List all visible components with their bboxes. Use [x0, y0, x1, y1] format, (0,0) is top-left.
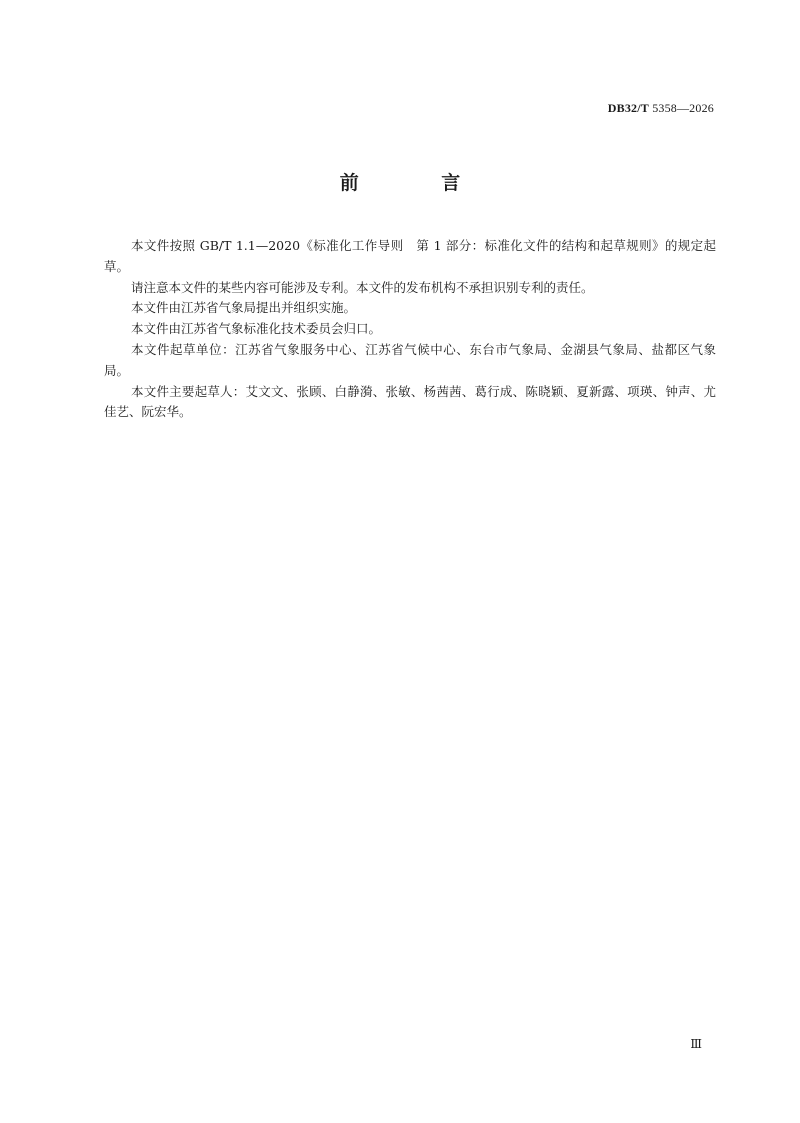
paragraph-drafters: 本文件主要起草人：艾文文、张顾、白静漪、张敏、杨茜茜、葛行成、陈晓颖、夏新露、项瑛、钟声、尤佳艺、阮宏华。	[104, 383, 716, 420]
paragraph-drafting-rules: 本文件按照 GB/T 1.1—2020《标准化工作导则 第 1 部分：标准化文件的结构和起草规则》的规定起草。	[104, 238, 716, 274]
document-body	[104, 236, 716, 423]
document-code-number: 5358—2026	[652, 101, 714, 115]
paragraph-proposer: 本文件由江苏省气象局提出并组织实施。	[131, 300, 357, 316]
page-title: 前 言	[339, 172, 499, 194]
document-code-prefix: DB32/T	[607, 101, 649, 115]
document-code	[608, 101, 714, 116]
paragraph-drafting-units: 本文件起草单位：江苏省气象服务中心、江苏省气候中心、东台市气象局、金湖县气象局、盐都区气象局。	[104, 341, 716, 378]
page-number: Ⅲ	[690, 1037, 702, 1051]
paragraph-committee: 本文件由江苏省气象标准化技术委员会归口。	[131, 321, 382, 337]
paragraph-patent-notice: 请注意本文件的某些内容可能涉及专利。本文件的发布机构不承担识别专利的责任。	[131, 279, 594, 295]
